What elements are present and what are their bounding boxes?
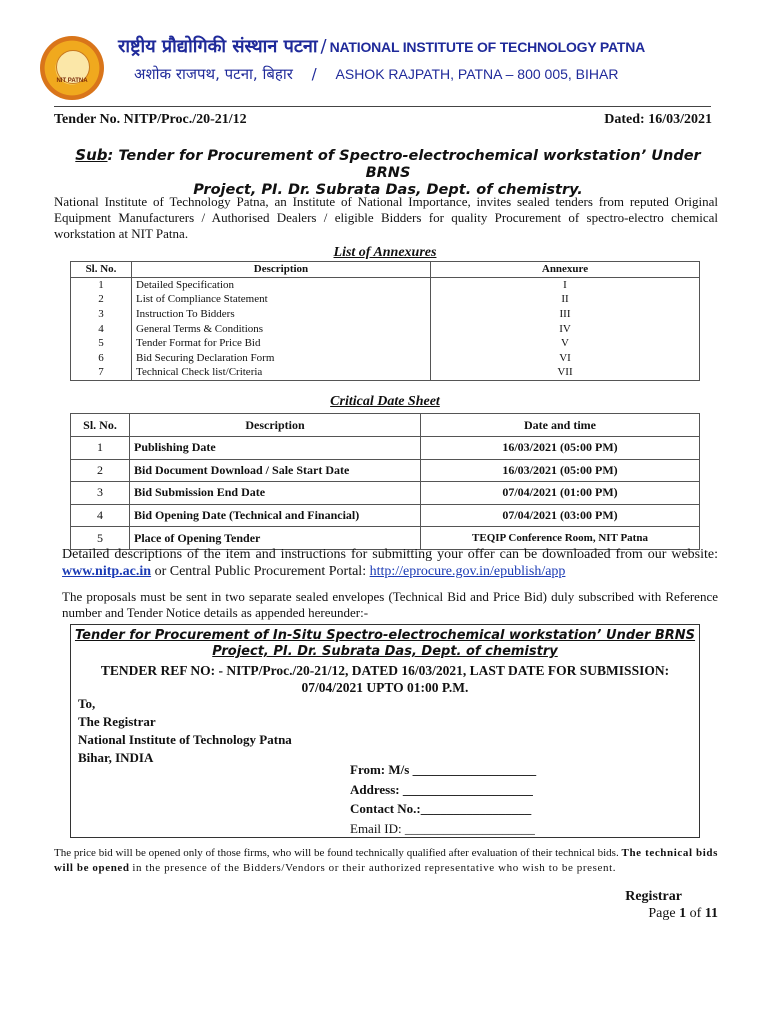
cell-datetime: 16/03/2021 (05:00 PM): [421, 459, 700, 482]
cell-datetime: TEQIP Conference Room, NIT Patna: [421, 527, 700, 550]
envelope-title-line1: Tender for Procurement of In-Situ Spectro-electrochemical workstation’ Under BRNS: [74, 628, 696, 643]
annexures-table: [70, 261, 700, 381]
header-rule: [54, 106, 711, 107]
cell-datetime: 07/04/2021 (03:00 PM): [421, 504, 700, 527]
technical-bid-note: in the presence of the Bidders/Vendors or their authorized representative who wish to be present.: [132, 862, 617, 874]
cell-sl: 5: [71, 336, 132, 351]
cell-description: Detailed Specification: [132, 277, 431, 292]
cell-description: Bid Securing Declaration Form: [132, 351, 431, 366]
cell-annexure: V: [431, 336, 700, 351]
cell-description: Bid Document Download / Sale Start Date: [130, 459, 421, 482]
footer-note: [54, 846, 718, 876]
table-row: [71, 482, 700, 505]
table-row: [71, 292, 700, 307]
cell-description: Bid Submission End Date: [130, 482, 421, 505]
cell-sl: 5: [71, 527, 130, 550]
address-hindi: अशोक राजपथ, पटना, बिहार: [134, 65, 293, 83]
from-line: From: M/s ___________________: [350, 762, 537, 777]
cell-description: Place of Opening Tender: [130, 527, 421, 550]
column-header: Date and time: [421, 414, 700, 437]
cell-annexure: II: [431, 292, 700, 307]
table-row: [71, 307, 700, 322]
column-header: Sl. No.: [71, 414, 130, 437]
subject-line2: Project, PI. Dr. Subrata Das, Dept. of chemistry.: [193, 182, 583, 198]
annexures-caption: List of Annexures: [333, 245, 437, 260]
subject-lead: Sub: [75, 146, 108, 164]
cell-sl: 2: [71, 459, 130, 482]
cell-annexure: VI: [431, 351, 700, 366]
addressee-institute: National Institute of Technology Patna: [78, 732, 292, 747]
addressee: The Registrar: [78, 714, 156, 729]
column-header: Sl. No.: [71, 262, 132, 278]
table-row: [71, 459, 700, 482]
page-number: [648, 906, 718, 922]
cell-annexure: I: [431, 277, 700, 292]
cell-description: Tender Format for Price Bid: [132, 336, 431, 351]
signatory: Registrar: [625, 889, 682, 904]
download-text: Detailed descriptions of the item and instructions for submitting your offer can be downloaded from our website:: [62, 547, 718, 562]
page-label: Page: [648, 906, 676, 921]
cell-description: General Terms & Conditions: [132, 321, 431, 336]
cell-datetime: 16/03/2021 (05:00 PM): [421, 437, 700, 460]
institute-name: [118, 34, 645, 58]
addressee-block: [78, 695, 292, 767]
institute-address: [134, 64, 618, 84]
cell-description: Technical Check list/Criteria: [132, 365, 431, 380]
contact-line: Contact No.:_________________: [350, 801, 532, 816]
cell-sl: 7: [71, 365, 132, 380]
addressee-location: Bihar, INDIA: [78, 750, 154, 765]
column-header: Description: [130, 414, 421, 437]
cell-sl: 6: [71, 351, 132, 366]
download-middle: or Central Public Procurement Portal:: [154, 564, 367, 579]
cell-sl: 1: [71, 277, 132, 292]
table-row: [71, 437, 700, 460]
column-header: Description: [132, 262, 431, 278]
website-link[interactable]: www.nitp.ac.in: [62, 564, 152, 579]
page-total: 11: [704, 906, 718, 921]
subject: [58, 147, 718, 199]
price-bid-note: The price bid will be opened only of those firms, who will be found technically qualified after evaluation of their technical bids.: [54, 847, 619, 859]
subject-line1: : Tender for Procurement of Spectro-electrochemical workstation’ Under BRNS: [107, 148, 701, 181]
critical-dates-table: [70, 413, 700, 550]
portal-link[interactable]: http://eprocure.gov.in/epublish/app: [369, 564, 566, 579]
address-line: Address: ____________________: [350, 781, 533, 797]
page-current: 1: [679, 906, 687, 921]
download-paragraph: [62, 546, 718, 580]
institute-logo: [40, 36, 104, 100]
to-label: To,: [78, 696, 96, 711]
table-header-row: [71, 414, 700, 437]
envelope-title: [70, 628, 700, 660]
cell-annexure: III: [431, 307, 700, 322]
cell-description: Publishing Date: [130, 437, 421, 460]
tender-reference: [76, 662, 694, 696]
cell-sl: 1: [71, 437, 130, 460]
cell-sl: 3: [71, 307, 132, 322]
table-header-row: [71, 262, 700, 278]
table-row: [71, 365, 700, 380]
tender-number: Tender No. NITP/Proc./20-21/12: [54, 112, 247, 127]
table-row: [71, 336, 700, 351]
cell-sl: 4: [71, 504, 130, 527]
table-row: [71, 321, 700, 336]
cell-sl: 3: [71, 482, 130, 505]
intro-paragraph: National Institute of Technology Patna, an Institute of National Importance, invites sealed tenders from reputed Original Equipment Manufacturers / Authorised Dealers / eligible Bidders for quality Procurement of spectro-electro chemical workstation at NIT Patna.: [54, 194, 718, 241]
cell-annexure: IV: [431, 321, 700, 336]
critical-dates-caption: Critical Date Sheet: [330, 394, 440, 409]
institute-name-hindi: राष्ट्रीय प्रौद्योगिकी संस्थान पटना: [118, 36, 318, 57]
reference-line2: 07/04/2021 UPTO 01:00 P.M.: [301, 680, 469, 695]
envelope-title-line2: Project, PI. Dr. Subrata Das, Dept. of chemistry: [212, 644, 558, 659]
cell-description: List of Compliance Statement: [132, 292, 431, 307]
address-english: ASHOK RAJPATH, PATNA – 800 005, BIHAR: [335, 66, 619, 82]
cell-sl: 4: [71, 321, 132, 336]
cell-description: Instruction To Bidders: [132, 307, 431, 322]
cell-datetime: 07/04/2021 (01:00 PM): [421, 482, 700, 505]
reference-line1: TENDER REF NO: - NITP/Proc./20-21/12, DATED 16/03/2021, LAST DATE FOR SUBMISSION:: [100, 663, 670, 678]
cell-sl: 2: [71, 292, 132, 307]
technical-bid-note-bold: The technical bids will be opened: [54, 847, 719, 874]
column-header: Annexure: [431, 262, 700, 278]
table-row: [71, 351, 700, 366]
name-separator: /: [320, 36, 327, 57]
cell-annexure: VII: [431, 365, 700, 380]
institute-name-english: NATIONAL INSTITUTE OF TECHNOLOGY PATNA: [329, 39, 646, 55]
logo-text: NIT PATNA: [56, 78, 88, 84]
address-separator: /: [311, 65, 317, 83]
sender-block: [350, 760, 536, 838]
tender-date: Dated: 16/03/2021: [604, 112, 712, 127]
page-of: of: [689, 906, 702, 921]
proposals-paragraph: The proposals must be sent in two separate sealed envelopes (Technical Bid and Price Bid) duly subscribed with Reference number and Tender Notice details as appended hereunder:-: [62, 589, 718, 620]
email-line: Email ID: ____________________: [350, 820, 535, 836]
table-row: [71, 504, 700, 527]
table-row: [71, 277, 700, 292]
cell-description: Bid Opening Date (Technical and Financial): [130, 504, 421, 527]
